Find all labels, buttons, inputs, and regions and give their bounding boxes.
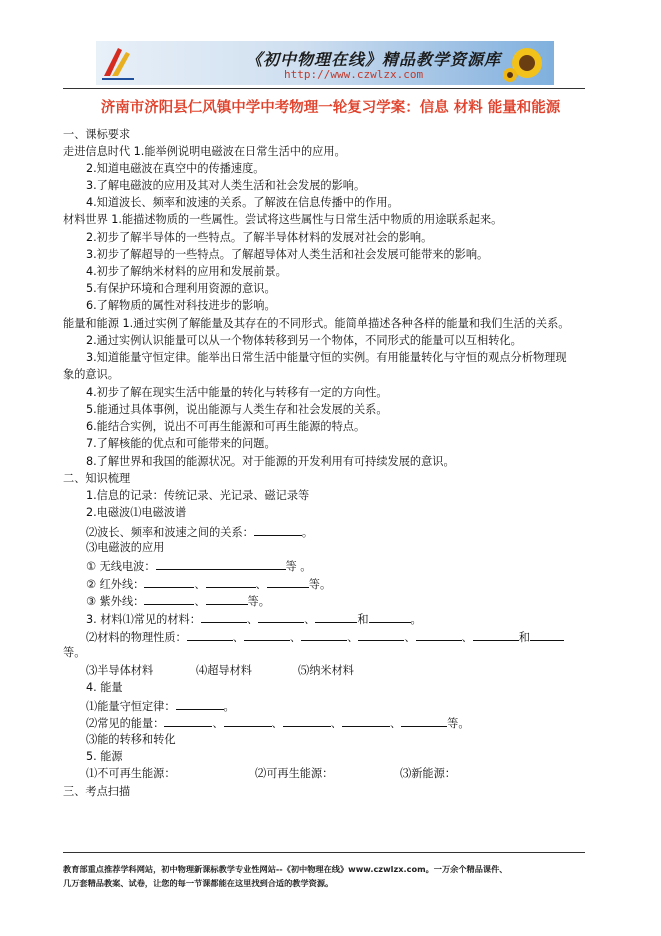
- text-line: ⑶半导体材料: [86, 664, 154, 677]
- answer-blank[interactable]: [254, 524, 302, 536]
- text-line: 4.知道波长、频率和波速的关系。了解波在信息传播中的作用。: [86, 196, 399, 209]
- site-logo-icon: [98, 44, 138, 82]
- text-line: ⑵可再生能源：: [255, 767, 334, 780]
- answer-blank[interactable]: [315, 611, 357, 623]
- text-line: 4. 能量: [86, 681, 123, 694]
- answer-blank[interactable]: [244, 629, 290, 641]
- fill-label: ③ 紫外线：: [86, 595, 145, 608]
- fill-label: ⑵材料的物理性质：: [86, 631, 187, 644]
- footer-line: 教育部重点推荐学科网站，初中物理新课标教学专业性网站--《初中物理在线》www.czwlzx.com。一万余个精品课件、: [63, 864, 508, 874]
- answer-blank[interactable]: [201, 611, 247, 623]
- text-line: 3.知道能量守恒定律。能举出日常生活中能量守恒的实例。有用能量转化与守恒的观点分析物理现: [86, 351, 567, 364]
- text-line: 象的意识。: [63, 368, 119, 381]
- period: 。: [301, 526, 314, 539]
- fill-label: ⑵波长、频率和波速之间的关系：: [86, 526, 254, 539]
- text-line: 2.通过实例认识能量可以从一个物体转移到另一个物体，不同形式的能量可以互相转化。: [86, 334, 522, 347]
- footer-divider: [63, 852, 585, 853]
- answer-blank[interactable]: [401, 715, 447, 727]
- answer-blank[interactable]: [224, 715, 272, 727]
- answer-blank[interactable]: [530, 629, 564, 641]
- answer-blank[interactable]: [187, 629, 233, 641]
- answer-blank[interactable]: [164, 715, 212, 727]
- text-line: ⑷超导材料: [196, 664, 252, 677]
- text-line: 5.有保护环境和合理利用资源的意识。: [86, 282, 276, 295]
- answer-blank[interactable]: [176, 698, 224, 710]
- text-line: ⑶电磁波的应用: [86, 541, 165, 554]
- deng: 等 。: [285, 560, 312, 573]
- text-line: 能量和能源 1.通过实例了解能量及其存在的不同形式。能简单描述各种各样的能量和我们生活的关系。: [63, 317, 570, 330]
- section-heading: 一、课标要求: [63, 128, 131, 141]
- section-heading: 二、知识梳理: [63, 472, 131, 485]
- text-line: 3.了解电磁波的应用及其对人类生活和社会发展的影响。: [86, 179, 366, 192]
- text-line: 4.初步了解纳米材料的应用和发展前景。: [86, 265, 287, 278]
- banner-url[interactable]: http://www.czwlzx.com: [284, 68, 424, 81]
- text-line: 7.了解核能的优点和可能带来的问题。: [86, 437, 276, 450]
- text-line: 6.能结合实例，说出不可再生能源和可再生能源的特点。: [86, 420, 366, 433]
- text-line: 5.能通过具体事例，说出能源与人类生存和社会发展的关系。: [86, 403, 388, 416]
- text-line: ⑴能量守恒定律： 。: [86, 700, 235, 713]
- answer-blank[interactable]: [473, 629, 519, 641]
- answer-blank[interactable]: [144, 576, 194, 588]
- text-line: 6.了解物质的属性对科技进步的影响。: [86, 299, 276, 312]
- text-line: 走进信息时代 1.能举例说明电磁波在日常生活中的应用。: [63, 145, 346, 158]
- sunflower-icon: [502, 43, 552, 83]
- text-line: [86, 558, 311, 574]
- text-line: ⑸纳米材料: [298, 664, 354, 677]
- answer-blank[interactable]: [144, 593, 194, 605]
- text-line: ② 红外线： 、 、 等。: [86, 578, 332, 591]
- answer-blank[interactable]: [416, 629, 462, 641]
- text-line: ⑵材料的物理性质： 、 、 、 、 、 和: [86, 629, 564, 645]
- fill-label: ⑴能量守恒定律：: [86, 700, 176, 713]
- text-line: 2.初步了解半导体的一些特点。了解半导体材料的发展对社会的影响。: [86, 231, 433, 244]
- text-line: 等。: [63, 646, 86, 659]
- text-line: 3.初步了解超导的一些特点。了解超导体对人类生活和社会发展可能带来的影响。: [86, 248, 489, 261]
- text-line: ⑶新能源：: [400, 767, 456, 780]
- text-line: 8.了解世界和我国的能源状况。对于能源的开发利用有可持续发展的意识。: [86, 455, 455, 468]
- deng: 等。: [308, 578, 332, 591]
- text-line: 5. 能源: [86, 750, 123, 763]
- banner-title: 《初中物理在线》精品教学资源库: [246, 50, 502, 69]
- deng: 等。: [247, 595, 270, 608]
- answer-blank[interactable]: [301, 629, 347, 641]
- answer-blank[interactable]: [258, 611, 304, 623]
- text-line: 4.初步了解在现实生活中能量的转化与转移有一定的方向性。: [86, 386, 388, 399]
- answer-blank[interactable]: [283, 715, 331, 727]
- header-divider: [63, 88, 585, 89]
- answer-blank[interactable]: [206, 576, 256, 588]
- footer-line: 几万套精品教案、试卷，让您的每一节课都能在这里找到合适的教学资源。: [63, 878, 334, 888]
- text-line: ⑶能的转移和转化: [86, 733, 176, 746]
- answer-blank[interactable]: [369, 611, 411, 623]
- text-line: ⑴不可再生能源：: [86, 767, 176, 780]
- answer-blank[interactable]: [267, 576, 309, 588]
- answer-blank[interactable]: [342, 715, 390, 727]
- fill-label: ① 无线电波：: [86, 560, 156, 573]
- text-line: 2.知道电磁波在真空中的传播速度。: [86, 162, 265, 175]
- answer-blank[interactable]: [206, 593, 248, 605]
- text-line: ③ 紫外线： 、 等。: [86, 595, 270, 608]
- fill-label: 3. 材料⑴常见的材料：: [86, 613, 201, 626]
- text-line: 1.信息的记录：传统记录、光记录、磁记录等: [86, 489, 310, 502]
- text-line: [86, 524, 313, 540]
- text-line: 3. 材料⑴常见的材料： 、 、 和 。: [86, 613, 422, 626]
- answer-blank[interactable]: [156, 558, 286, 570]
- text-line: 材料世界 1.能描述物质的一些属性。尝试将这些属性与日常生活中物质的用途联系起来。: [63, 213, 503, 226]
- header-banner: [96, 41, 554, 85]
- fill-label: ⑵常见的能量：: [86, 717, 165, 730]
- section-heading: 三、考点扫描: [63, 785, 131, 798]
- fill-label: ② 红外线：: [86, 578, 145, 591]
- text-line: 2.电磁波⑴电磁波谱: [86, 506, 187, 519]
- page-title: 济南市济阳县仁风镇中学中考物理一轮复习学案：信息 材料 能量和能源: [100, 100, 561, 116]
- text-line: ⑵常见的能量： 、 、 、 、 等。: [86, 717, 470, 730]
- answer-blank[interactable]: [358, 629, 404, 641]
